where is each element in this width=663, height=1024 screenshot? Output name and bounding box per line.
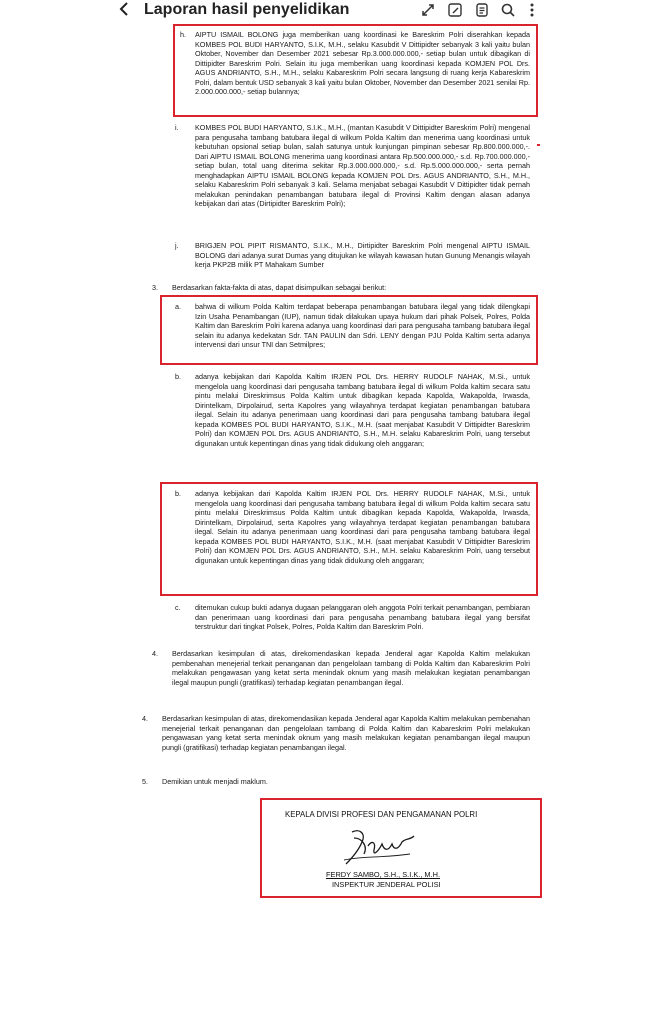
item-3b-label: b.	[175, 372, 181, 381]
chevron-left-icon	[118, 1, 130, 17]
item-h-label: h.	[180, 30, 186, 39]
item-3a-label: a.	[175, 302, 181, 311]
point-5-text: Demikian untuk menjadi maklum.	[162, 777, 268, 786]
signatory-rank: INSPEKTUR JENDERAL POLISI	[332, 880, 441, 889]
item-j-label: j.	[175, 241, 179, 250]
back-button[interactable]	[118, 1, 130, 22]
item-h-text: AIPTU ISMAIL BOLONG juga memberikan uang koordinasi ke Bareskrim Polri diserahkan kepada KOMBES POL BUDI HARYANTO, S.I.K, M.H., selaku Kasubdit V Dittipidter sebanyak 3 kali yaitu bulan Oktober, November dan Desember 2021 sebesar Rp.3.000.000.000,- setiap bulan untuk dibagikan di Dittipidter Bareskrim Polri. Selain itu juga memberikan uang koordinasi kepada KOMJEN POL Drs. AGUS ANDRIANTO, S.H., M.H., selaku Kabareskrim Polri secara langsung di ruang kerja Kabareskrim Polri, dalam bentuk USD sebanyak 3 kali yaitu bulan Oktober, November dan Desember 2021 senilai Rp. 2.000.000.000,- setiap bulannya;	[195, 30, 530, 96]
reader-mode-button[interactable]	[474, 2, 490, 18]
point-4-label: 4.	[152, 649, 158, 658]
point-4-repeat-text: Berdasarkan kesimpulan di atas, direkomendasikan kepada Jenderal agar Kapolda Kaltim melakukan pembenahan menejerial terkait penanganan dan pengelolaan tambang di Polda Kaltim dan Kabareskrim Polri melakukan pengawasan yang ketat serta menindak oknum yang masih melakukan kegiatan penambangan ilegal maupun pungli (gratifikasi) terhadap kegiatan penambangan ilegal.	[162, 714, 530, 752]
item-i-label: i.	[175, 123, 179, 132]
point-4-repeat-label: 4.	[142, 714, 148, 723]
expand-button[interactable]	[420, 2, 436, 18]
item-3b-repeat-label: b.	[175, 489, 181, 498]
reader-mode-icon	[474, 2, 490, 18]
edit-icon	[447, 2, 463, 18]
more-vertical-icon	[524, 2, 540, 18]
item-i-text: KOMBES POL BUDI HARYANTO, S.I.K., M.H., (mantan Kasubdit V Dittipidter Bareskrim Polri) mengenal para pengusaha tambang batubara ilegal di wilkum Polda Kaltim dan menerima uang koordinasi untuk kebutuhan opsional setiap bulan, salah satunya untuk kunjungan pimpinan sebesar Rp.800.000.000,-. Dari AIPTU ISMAIL BOLONG menerima uang koordinasi antara Rp.500.000.000,- s.d. Rp.700.000.000,- setiap bulan, total uang diterima sekitar Rp.3.000.000.000,- s.d. Rp.5.000.000.000,- serta pernah menghadapkan AIPTU ISMAIL BOLONG kepada KOMJEN POL Drs. AGUS ANDRIANTO, S.H., M.H., selaku Kabareskrim Polri sebanyak 3 kali. Selama menjabat sebagai Kasubdit V Dittipidter tidak pernah melakukan penindakan penambangan batubara ilegal di Provinsi Kaltim dengan alasan adanya kebijakan dari atas (Dirtipidter Bareskrim Polri);	[195, 123, 530, 208]
item-j-text: BRIGJEN POL PIPIT RISMANTO, S.I.K., M.H., Dirtipidter Bareskrim Polri mengenal AIPTU ISMAIL BOLONG dari adanya surat Dumas yang ditujukan ke wilayah kawasan hutan Gunung Menangis wilayah kerja PKP2B milik PT Mahakam Sumber	[195, 241, 530, 269]
item-3c-text: ditemukan cukup bukti adanya dugaan pelanggaran oleh anggota Polri terkait penambangan, pembiaran dan penerimaan uang koordinasi dari para pengusaha penambang batubara ilegal yang bersifat terstruktur dari tingkat Polsek, Polres, Polda Kaltim dan Bareskrim Polri.	[195, 603, 530, 631]
point-3-label: 3.	[152, 283, 158, 292]
page-title: Laporan hasil penyelidikan	[144, 1, 350, 18]
point-4-text: Berdasarkan kesimpulan di atas, direkomendasikan kepada Jenderal agar Kapolda Kaltim melakukan pembenahan menejerial terkait penanganan dan pengelolaan tambang di Polda Kaltim dan Kabareskrim Polri melakukan pengawasan yang ketat serta menindak oknum yang masih melakukan kegiatan penambangan ilegal maupun pungli (gratifikasi) terhadap kegiatan penambangan ilegal.	[172, 649, 530, 687]
item-3b-text: adanya kebijakan dari Kapolda Kaltim IRJEN POL Drs. HERRY RUDOLF NAHAK, M.Si., untuk mengelola uang koordinasi dari pengusaha tambang batubara ilegal di wilkum Polda kaltim secara satu pintu melalui Direskrimsus Polda Kaltim untuk dibagikan kepada Kapolda, Wakapolda, Irwasda, Dirintelkam, Dirpolairud, serta Kapolres yang wilayahnya terdapat kegiatan penambangan batubara ilegal. Selain itu adanya penerimaan uang koordinasi dari para pengusaha tambang batubara ilegal kepada KOMBES POL BUDI HARYANTO, S.I.K., M.H. (saat menjabat Kasubdit V Dittipidter Bareskrim Polri) dan KOMJEN POL Drs. AGUS ANDRIANTO, S.H., M.H. selaku Kabareskrim Polri, uang tersebut digunakan untuk kepentingan dinas yang tidak didukung oleh anggaran;	[195, 372, 530, 448]
app-bar	[0, 0, 663, 22]
document-page	[110, 22, 553, 992]
handwritten-signature	[332, 826, 422, 868]
red-mark	[537, 144, 540, 146]
item-3a-text: bahwa di wilkum Polda Kaltim terdapat beberapa penambangan batubara ilegal yang tidak dilengkapi Izin Usaha Penambangan (IUP), namun tidak dilakukan upaya hukum dari pihak Polsek, Polres, Polda Kaltim dan Bareskrim Polri karena adanya uang koordinasi dari para pengusaha tambang batubara ilegal selain itu adanya kedekatan Sdr. TAN PAULIN dan Sdri. LENY dengan PJU Polda Kaltim serta adanya intervensi dari unsur TNI dan Setmilpres;	[195, 302, 530, 349]
point-5-label: 5.	[142, 777, 148, 786]
expand-icon	[420, 2, 436, 18]
more-options-button[interactable]	[524, 2, 540, 18]
point-3-text: Berdasarkan fakta-fakta di atas, dapat disimpulkan sebagai berikut:	[172, 283, 387, 292]
signatory-name: FERDY SAMBO, S.H., S.I.K., M.H.	[326, 870, 441, 879]
search-icon	[500, 2, 516, 18]
item-3b-repeat-text: adanya kebijakan dari Kapolda Kaltim IRJEN POL Drs. HERRY RUDOLF NAHAK, M.Si., untuk mengelola uang koordinasi dari pengusaha tambang batubara ilegal di wilkum Polda kaltim secara satu pintu melalui Direskrimsus Polda Kaltim untuk dibagikan kepada Kapolda, Wakapolda, Irwasda, Dirintelkam, Dirpolairud, serta Kapolres yang wilayahnya terdapat kegiatan penambangan batubara ilegal. Selain itu adanya penerimaan uang koordinasi dari para pengusaha tambang batubara ilegal kepada KOMBES POL BUDI HARYANTO, S.I.K., M.H. (saat menjabat Kasubdit V Dittipidter Bareskrim Polri) dan KOMJEN POL Drs. AGUS ANDRIANTO, S.H., M.H. selaku Kabareskrim Polri, uang tersebut digunakan untuk kepentingan dinas yang tidak didukung oleh anggaran;	[195, 489, 530, 565]
search-button[interactable]	[500, 2, 516, 18]
edit-button[interactable]	[447, 2, 463, 18]
signature-position: KEPALA DIVISI PROFESI DAN PENGAMANAN POLRI	[285, 810, 478, 819]
item-3c-label: c.	[175, 603, 181, 612]
